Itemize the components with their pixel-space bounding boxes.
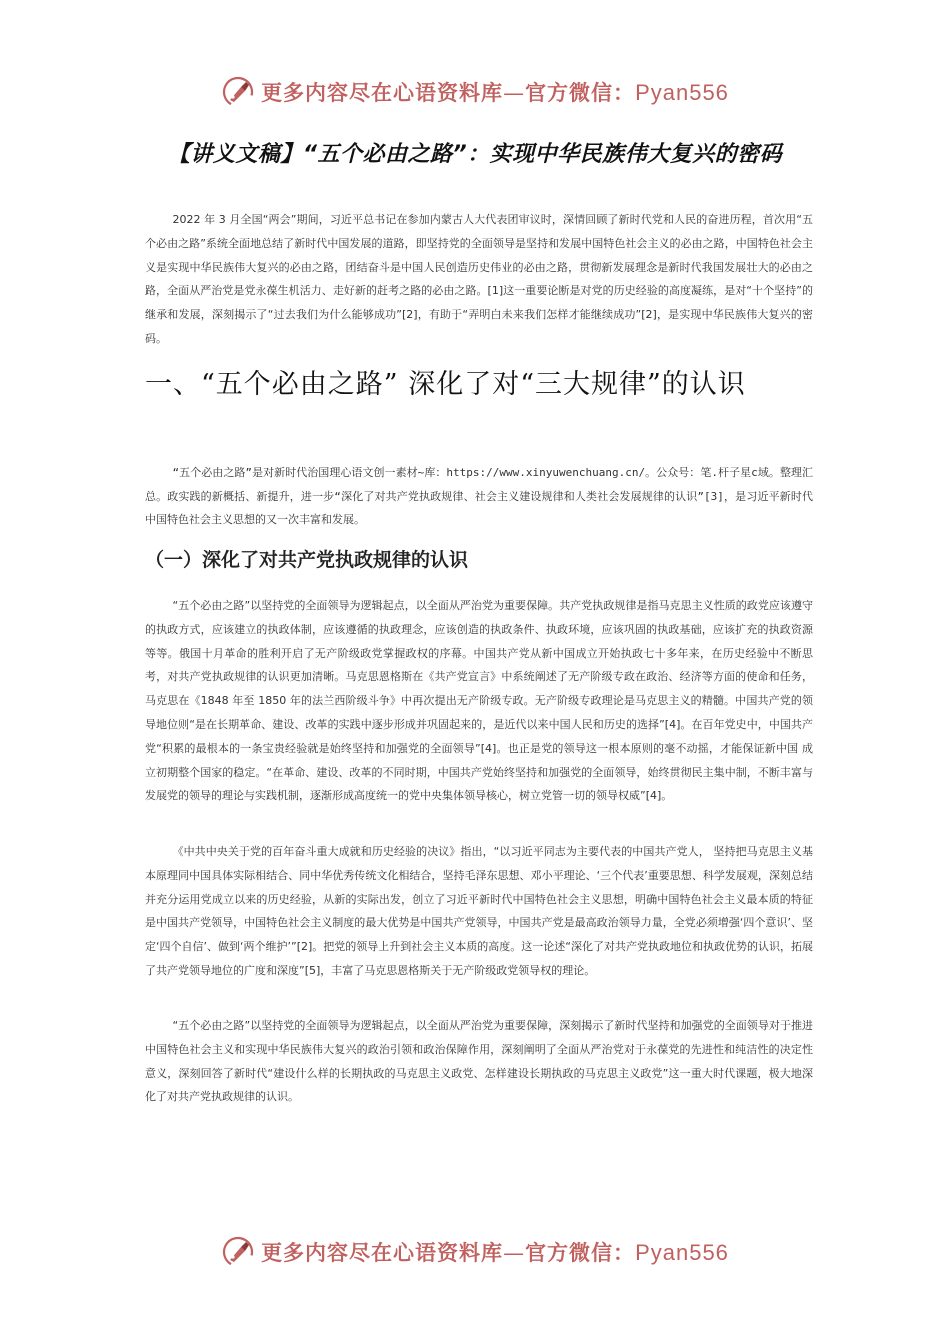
watermark-text [261, 1237, 729, 1267]
section-heading-1: 一、“五个必由之路” 深化了对“三大规律”的认识 [145, 369, 746, 400]
paragraph-intro: 2022 年 3 月全国“两会”期间，习近平总书记在参加内蒙古人大代表团审议时，深情回顾了新时代党和人民的奋进历程，首次用“五个必由之路”系统全面地总结了新时代中国发展的道路，即坚持党的全面领导是坚持和发展中国特色社会主义的必由之路，中国特色社会主义是实现中华民族伟大复兴的必由之路，团结奋斗是中国人民创造历史伟业的必由之路，贯彻新发展理念是新时代我国发展壮大的必由之路，全面从严治党是党永葆生机活力、走好新的赶考之路的必由之路。[1]这一重要论断是对党的历史经验的高度凝练，是对“十个坚持”的继承和发展，深刻揭示了“过去我们为什么能够成功”[2]，有助于“弄明白未来我们怎样才能继续成功”[2]，是实现中华民族伟大复兴的密码。 [145, 213, 813, 345]
paragraph-body-1: “五个必由之路”以坚持党的全面领导为逻辑起点，以全面从严治党为重要保障。共产党执政规律是指马克思主义性质的政党应该遵守的执政方式，应该建立的执政体制，应该遵循的执政理念，应该创造的执政条件、执政环境，应该巩固的执政基础，应该扩充的执政资源等等。俄国十月革命的胜利开启了无产阶级政党掌握政权的序幕。中国共产党从新中国成立开始执政七十多年来，在历史经验中不断思考，对共产党执政规律的认识更加清晰。马克思恩格斯在《共产党宣言》中系统阐述了无产阶级专政在政治、经济等方面的使命和任务，马克思在《1848 年至 1850 年的法兰西阶级斗争》中再次提出无产阶级专政。无产阶级专政理论是马克思主义的精髓。中国共产党的领导地位则“是在长期革命、建设、改革的实践中逐步形成并巩固起来的，是近代以来中国人民和历史的选择”[4]。在百年党史中，中国共产党“积累的最根本的一条宝贵经验就是始终坚持和加强党的全面领导”[4]。也正是党的领导这一根本原则的毫不动摇，才能保证新中国 成立初期整个国家的稳定。“在革命、建设、改革的不同时期，中国共产党始终坚持和加强党的全面领导，始终贯彻民主集中制，不断丰富与发展党的领导的理论与实践机制，逐渐形成高度统一的党中央集体领导核心，树立党管一切的领导权威”[4]。 [145, 599, 813, 803]
watermark-dash: — [503, 1241, 526, 1265]
watermark-text [261, 77, 729, 107]
watermark-main-text: 更多内容尽在心语资料库 [261, 1241, 504, 1265]
watermark-banner-inner [221, 75, 729, 109]
watermark-handle: Pyan556 [635, 1240, 729, 1265]
watermark-handle: Pyan556 [635, 80, 729, 105]
paragraph-section-intro: “五个必由之路”是对新时代治国理心语文创一素材~库：https://www.xinyuwenchuang.cn/。公众号：笔.杆子星c域。整理汇总。政实践的新概括、新提升，进一步“深化了对共产党执政规律、社会主义建设规律和人类社会发展规律的认识”[3]，是习近平新时代中国特色社会主义思想的又一次丰富和发展。 [145, 466, 813, 526]
watermark-banner-inner [221, 1235, 729, 1269]
watermark-label: 官方微信： [525, 81, 636, 105]
subsection-heading-1: （一）深化了对共产党执政规律的认识 [145, 549, 469, 571]
document-title: 【讲义文稿】“五个必由之路”：实现中华民族伟大复兴的密码 [167, 142, 783, 167]
paragraph-body-2: 《中共中央关于党的百年奋斗重大成就和历史经验的决议》指出，“以习近平同志为主要代表的中国共产党人， 坚持把马克思主义基本原理同中国具体实际相结合、同中华优秀传统文化相结合，坚持毛泽东思想、邓小平理论、‘三个代表’重要思想、科学发展观，深刻总结并充分运用党成立以来的历史经验，从新的实际出发，创立了习近平新时代中国特色社会主义思想，明确中国特色社会主义最本质的特征是中国共产党领导，中国特色社会主义制度的最大优势是中国共产党领导，中国共产党是最高政治领导力量，全党必须增强‘四个意识’、坚定‘四个自信’、做到‘两个维护’”[2]。把党的领导上升到社会主义本质的高度。这一论述“深化了对共产党执政地位和执政优势的认识，拓展了共产党领导地位的广度和深度”[5]，丰富了马克思恩格斯关于无产阶级政党领导权的理论。 [145, 845, 813, 977]
pen-nib-logo-icon [221, 75, 255, 109]
watermark-main-text: 更多内容尽在心语资料库 [261, 81, 504, 105]
paragraph-body-3: “五个必由之路”以坚持党的全面领导为逻辑起点，以全面从严治党为重要保障，深刻揭示了新时代坚持和加强党的全面领导对于推进中国特色社会主义和实现中华民族伟大复兴的政治引领和政治保障作用，深刻阐明了全面从严治党对于永葆党的先进性和纯洁性的决定性意义，深刻回答了新时代“建设什么样的长期执政的马克思主义政党、怎样建设长期执政的马克思主义政党”这一重大时代课题，极大地深化了对共产党执政规律的认识。 [145, 1019, 813, 1104]
watermark-banner-top [0, 74, 950, 110]
pen-nib-logo-icon [221, 1235, 255, 1269]
watermark-label: 官方微信： [525, 1241, 636, 1265]
watermark-dash: — [503, 81, 526, 105]
watermark-banner-bottom [0, 1234, 950, 1270]
